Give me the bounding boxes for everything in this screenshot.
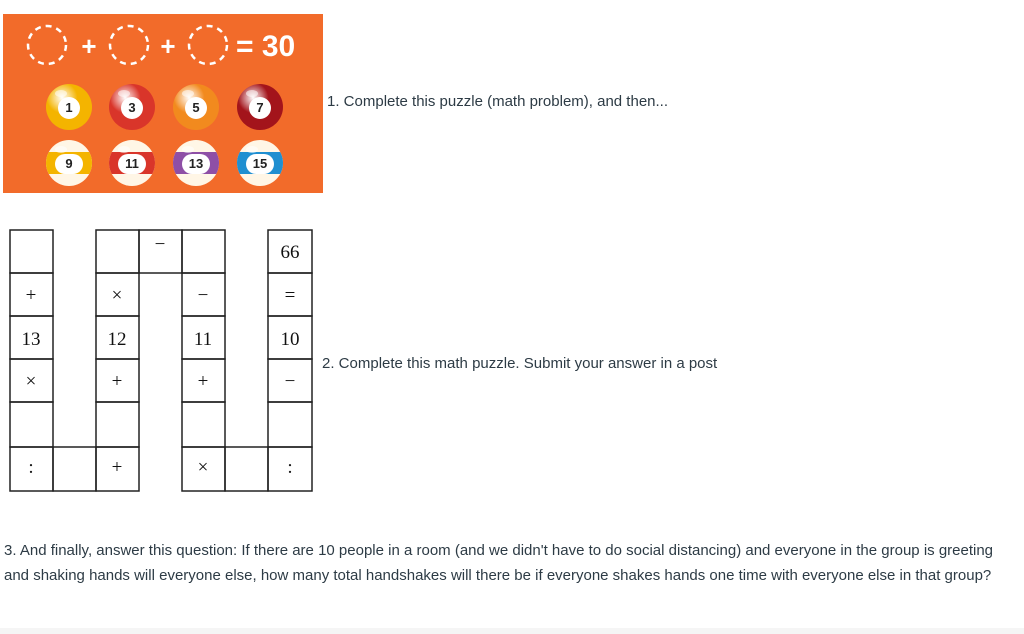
grid-r4c2: + [111, 371, 123, 392]
grid-r3c1: 13 [21, 329, 41, 350]
billiard-ball-15 [237, 140, 283, 186]
grid-r6c1: : [28, 457, 34, 478]
ball-number: 1 [58, 97, 80, 119]
blank-circle-2 [110, 26, 148, 64]
grid-r2c3: − [197, 285, 209, 306]
grid-r6c4: : [287, 457, 293, 478]
grid-r3c4: 10 [280, 329, 300, 350]
grid-r4c4: − [284, 371, 296, 392]
plus-sign-1: + [81, 31, 97, 61]
grid-r4c3: + [197, 371, 209, 392]
grid-top-connector-operator: − [154, 234, 166, 255]
billiard-ball-13 [173, 140, 219, 186]
page-footer-strip [0, 628, 1024, 634]
plus-sign-2: + [160, 31, 176, 61]
blank-circle-1 [28, 26, 66, 64]
grid-r3c3: 11 [193, 329, 213, 350]
billiard-ball-puzzle-image [3, 14, 323, 193]
blank-circle-3 [189, 26, 227, 64]
question-1-text: 1. Complete this puzzle (math problem), and then... [327, 93, 669, 110]
question-2-text: 2. Complete this math puzzle. Submit your answer in a post [322, 355, 718, 372]
ball-number: 9 [55, 154, 83, 174]
ball-number: 7 [249, 97, 271, 119]
billiard-ball-3 [109, 84, 155, 130]
grid-target-value: 66 [280, 242, 300, 263]
ball-number: 13 [182, 154, 210, 174]
billiard-ball-5 [173, 84, 219, 130]
grid-r3c2: 12 [107, 329, 127, 350]
grid-r2c4: = [284, 285, 296, 306]
grid-r4c1: × [25, 371, 37, 392]
equation-result: = 30 [236, 30, 296, 63]
billiard-ball-9 [46, 140, 92, 186]
question-3-text: 3. And finally, answer this question: If there are 10 people in a room (and we didn't have to do social distancing) and everyone in the group is greeting and shaking hands will everyone else, how many total handshakes will there be if everyone shakes hands one time with everyone else in that group? [4, 542, 994, 584]
equation-row [3, 14, 323, 74]
grid-r2c2: × [111, 285, 123, 306]
ball-number: 15 [246, 154, 274, 174]
ball-number: 11 [118, 154, 146, 174]
ball-number: 5 [185, 97, 207, 119]
billiard-ball-1 [46, 84, 92, 130]
grid-r6c3: × [197, 457, 209, 478]
grid-r6c2: + [111, 457, 123, 478]
ball-number: 3 [121, 97, 143, 119]
grid-r2c1: + [25, 285, 37, 306]
billiard-ball-7 [237, 84, 283, 130]
billiard-ball-11 [109, 140, 155, 186]
